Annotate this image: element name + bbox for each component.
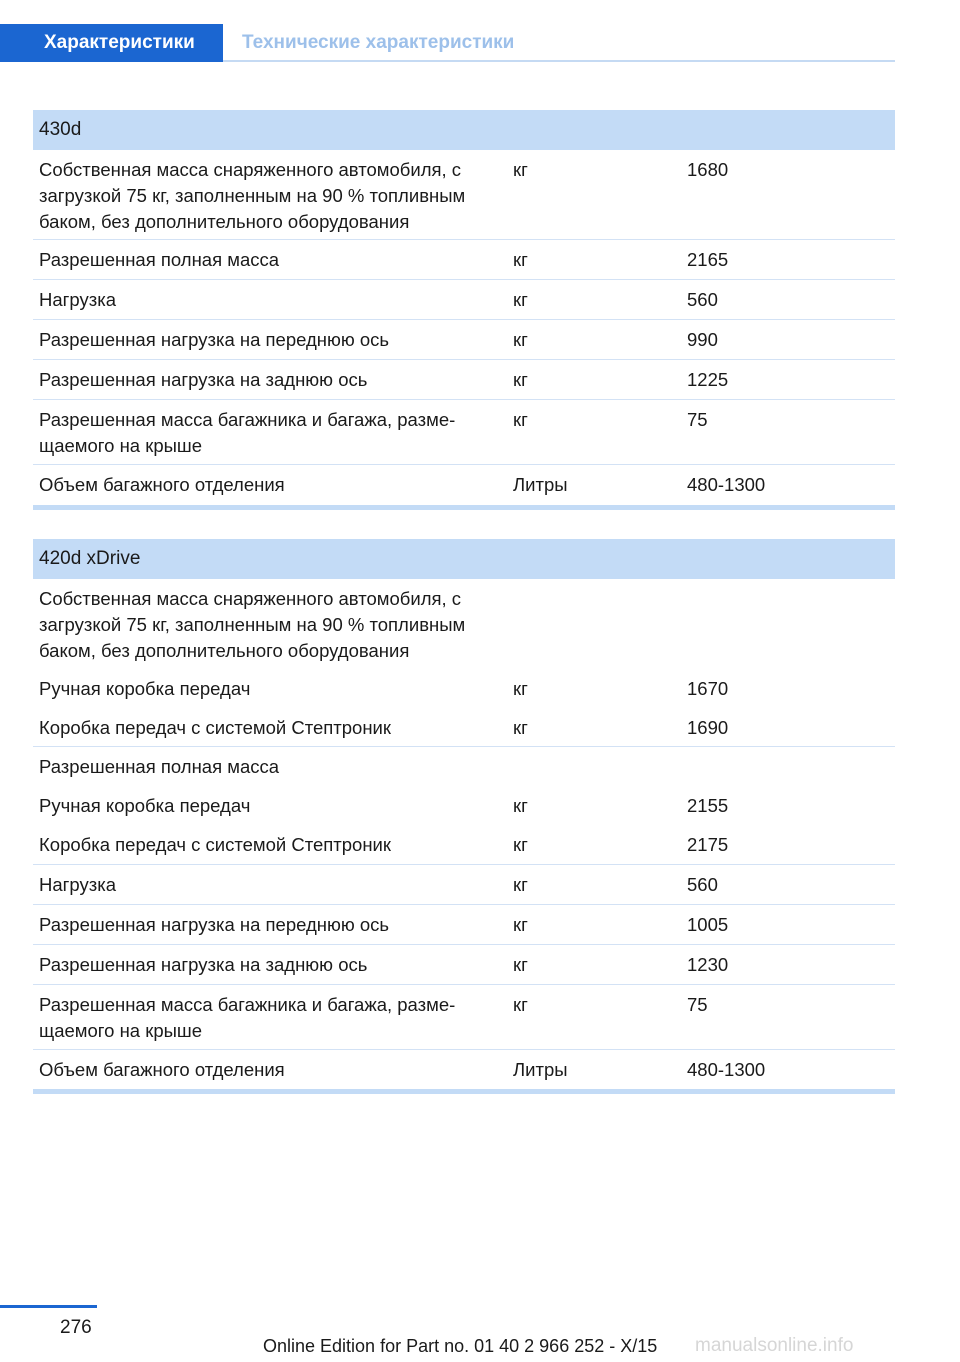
row-label: Разрешенная полная масса [39,249,280,270]
row-unit: кг [513,994,528,1015]
row-unit: Литры [513,1059,568,1080]
row-value: 1230 [687,954,729,975]
row-label: Ручная коробка передач [39,795,251,816]
row-label: Разрешенная нагрузка на заднюю ось [39,369,368,390]
table-row [33,865,895,905]
row-label: Разрешенная масса багажника и багажа, разме‐щаемого на крыше [39,409,456,456]
row-value: 480-1300 [687,474,766,495]
page-header [0,24,895,62]
spec-table-430d [33,110,895,510]
row-unit: кг [513,914,528,935]
table-row [33,400,895,465]
row-value: 1225 [687,369,729,390]
table-row [33,786,895,825]
row-label: Собственная масса снаряженного автомобиля, с загрузкой 75 кг, заполненным на 90 % топливным баком, без дополнительного оборудования [39,159,466,232]
table-row [33,240,895,280]
row-value: 1690 [687,717,729,738]
table-row [33,320,895,360]
row-unit [507,747,681,786]
table-bottom-rule [33,1089,895,1094]
row-label: Разрешенная нагрузка на переднюю ось [39,329,390,350]
row-label: Объем багажного отделения [39,1059,285,1080]
row-unit: кг [513,678,528,699]
row-label: Разрешенная масса багажника и багажа, разме‐щаемого на крыше [39,994,456,1041]
row-unit: кг [513,159,528,180]
row-value: 75 [687,994,708,1015]
row-label: Объем багажного отделения [39,474,285,495]
footer-accent-line [0,1305,97,1308]
table-row [33,747,895,786]
row-label: Нагрузка [39,289,116,310]
spec-table-420d-xdrive [33,539,895,1094]
row-value: 560 [687,874,718,895]
header-divider [223,60,895,62]
row-label: Коробка передач с системой Стептроник [39,717,391,738]
row-value: 990 [687,329,718,350]
page-number: 276 [60,1317,92,1338]
row-value: 1680 [687,159,729,180]
table-row [33,945,895,985]
table-row [33,360,895,400]
row-label: Разрешенная нагрузка на переднюю ось [39,914,390,935]
row-value: 75 [687,409,708,430]
row-value: 2165 [687,249,729,270]
table-row [33,150,895,240]
table-row [33,669,895,708]
row-unit: кг [513,795,528,816]
watermark: manualsonline.info [695,1335,854,1356]
row-unit: кг [513,954,528,975]
row-unit: кг [513,249,528,270]
row-label: Разрешенная полная масса [39,756,280,777]
row-unit: кг [513,289,528,310]
table-bottom-rule [33,505,895,510]
row-label: Коробка передач с системой Стептроник [39,834,391,855]
section-tab[interactable]: Характеристики [0,24,223,62]
table-row [33,1050,895,1089]
row-unit: кг [513,834,528,855]
row-label: Ручная коробка передач [39,678,251,699]
row-value: 1005 [687,914,729,935]
row-unit: кг [513,717,528,738]
table-row [33,280,895,320]
row-value [681,747,895,786]
row-value: 1670 [687,678,729,699]
row-value [681,579,895,669]
row-value: 480-1300 [687,1059,766,1080]
table-row [33,465,895,505]
table-title: 430d [33,110,895,150]
subsection-link[interactable]: Технические характеристики [242,32,515,53]
row-label: Нагрузка [39,874,116,895]
table-row [33,985,895,1050]
edition-note: Online Edition for Part no. 01 40 2 966 252 - X/15 [263,1336,658,1356]
row-label: Собственная масса снаряженного автомобиля, с загрузкой 75 кг, заполненным на 90 % топливным баком, без дополнительного оборудования [39,588,466,661]
row-value: 560 [687,289,718,310]
table-row [33,905,895,945]
row-unit [507,579,681,669]
table-row [33,708,895,747]
row-unit: кг [513,329,528,350]
row-unit: Литры [513,474,568,495]
row-value: 2155 [687,795,729,816]
table-row [33,579,895,669]
table-row [33,825,895,865]
row-value: 2175 [687,834,729,855]
row-unit: кг [513,409,528,430]
row-unit: кг [513,369,528,390]
row-label: Разрешенная нагрузка на заднюю ось [39,954,368,975]
row-unit: кг [513,874,528,895]
table-title: 420d xDrive [33,539,895,579]
